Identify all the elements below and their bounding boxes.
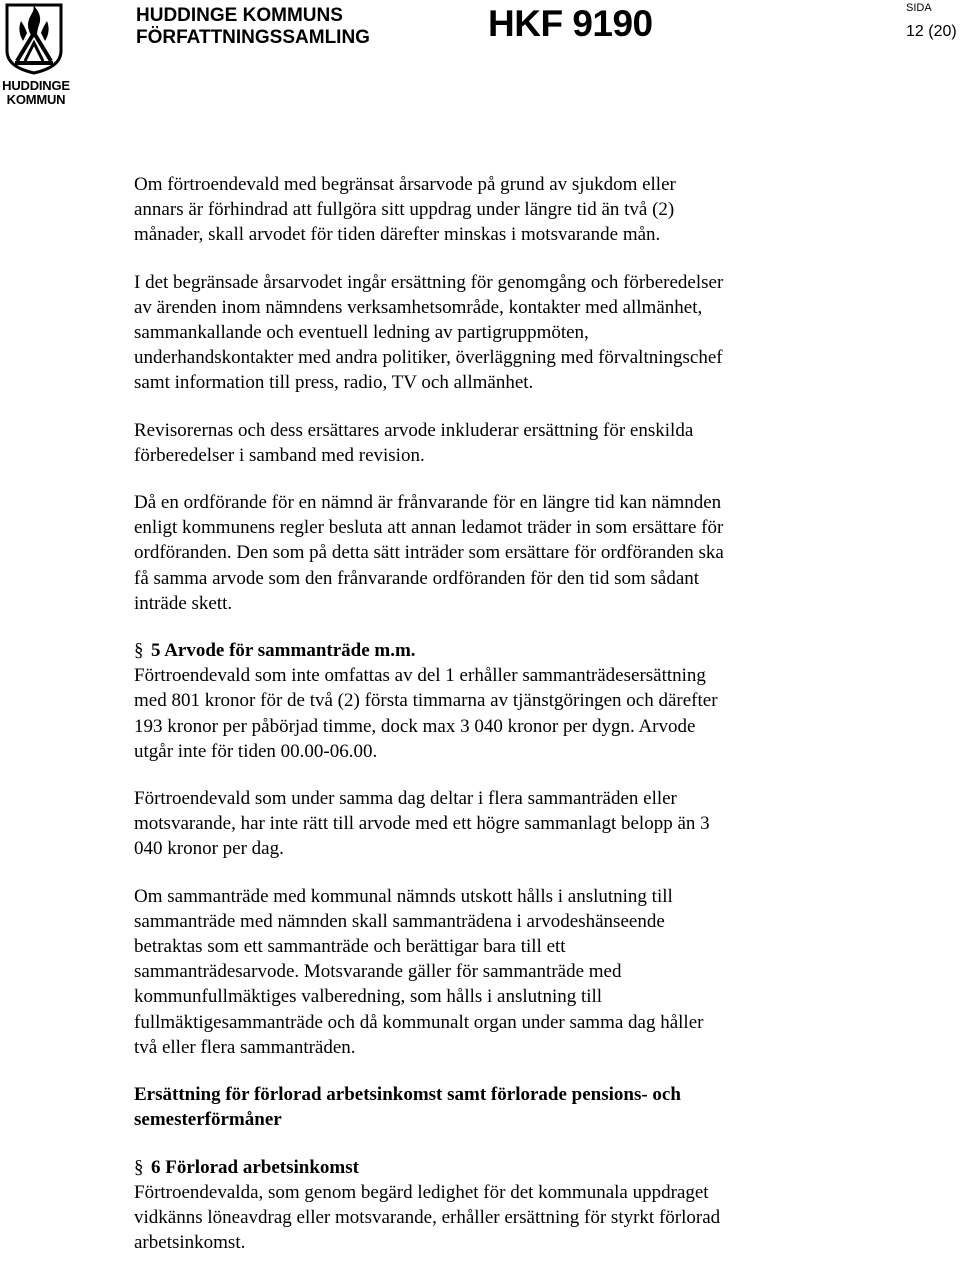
paragraph-auditors: Revisorernas och dess ersättares arvode inkluderar ersättning för enskilda förberedelser i samband med revision. [134,419,694,466]
section-heading-lost-income: Ersättning för förlorad arbetsinkomst samt förlorade pensions- och semesterförmåner [134,1084,681,1131]
collection-title-line-2: FÖRFATTNINGSSAMLING [136,27,370,48]
collection-title-line-1: HUDDINGE KOMMUNS [136,5,343,26]
paragraph-annual-fee-scope: I det begränsade årsarvodet ingår ersättning för genomgång och förberedelser av ärenden inom nämndens verksamhetsområde, kontakter med allmänhet, sammankallande och eventuell ledning av partigruppmöten, underhandskontakter med andra politiker, överläggning med förvaltningschef samt information till press, radio, TV och allmänhet. [134,271,724,394]
paragraph-multiple-meetings: Förtroendevald som under samma dag deltar i flera sammanträden eller motsvarande, har inte rätt till arvode med ett högre sammanlagt belopp än 3 040 kronor per dag. [134,788,710,860]
paragraph-lost-income: Förtroendevalda, som genom begärd ledighet för det kommunala uppdraget vidkänns löneavdrag eller motsvarande, erhåller ersättning för styrkt förlorad arbetsinkomst. [134,1181,721,1254]
section-sign-icon: § [134,1156,144,1178]
document-body [134,172,824,1255]
paragraph-committee-meetings: Om sammanträde med kommunal nämnds utskott hålls i anslutning till sammanträde med nämnden skall sammanträdena i arvodeshänseende betraktas som ett sammanträde och berättigar bara till ett sammanträdesarvode. Motsvarande gäller för sammanträde med kommunfullmäktiges valberedning, som hålls i anslutning till fullmäktigesammanträde och då kommunalt organ under samma dag håller två eller flera sammanträden. [134,885,704,1058]
paragraph-meeting-fee: Förtroendevald som inte omfattas av del 1 erhåller sammanträdesersättning med 801 kronor för de två (2) första timmarna av tjänstgöringen och därefter 193 kronor per påbörjad timme, dock max 3 040 kronor per dygn. Arvode utgår inte för tiden 00.00-06.00. [134,665,718,762]
page-label: SIDA [906,2,932,14]
municipality-logo [0,0,72,110]
paragraph-sick-leave: Om förtroendevald med begränsat årsarvode på grund av sjukdom eller annars är förhindrad att fullgöra sitt uppdrag under längre tid än två (2) månader, skall arvodet för tiden därefter minskas i motsvarande mån. [134,174,676,246]
paragraph-chair-absence: Då en ordförande för en nämnd är frånvarande för en längre tid kan nämnden enligt kommunens regler besluta att annan ledamot träder in som ersättare för ordföranden. Den som på detta sätt inträder som ersättare för ordföranden ska få samma arvode som den frånvarande ordföranden för den tid som sådant inträde skett. [134,492,724,614]
section-sign-icon: § [134,640,144,662]
page-number: 12 (20) [906,23,957,40]
logo-line-1: HUDDINGE [2,78,70,93]
logo-line-2: KOMMUN [6,92,66,107]
collection-title [136,5,370,49]
section-heading-5: § 5 Arvode för sammanträde m.m. [134,638,824,663]
document-code: HKF 9190 [488,3,653,44]
flame-emblem-icon [5,3,63,75]
section-heading-6: § 6 Förlorad arbetsinkomst [134,1155,824,1180]
